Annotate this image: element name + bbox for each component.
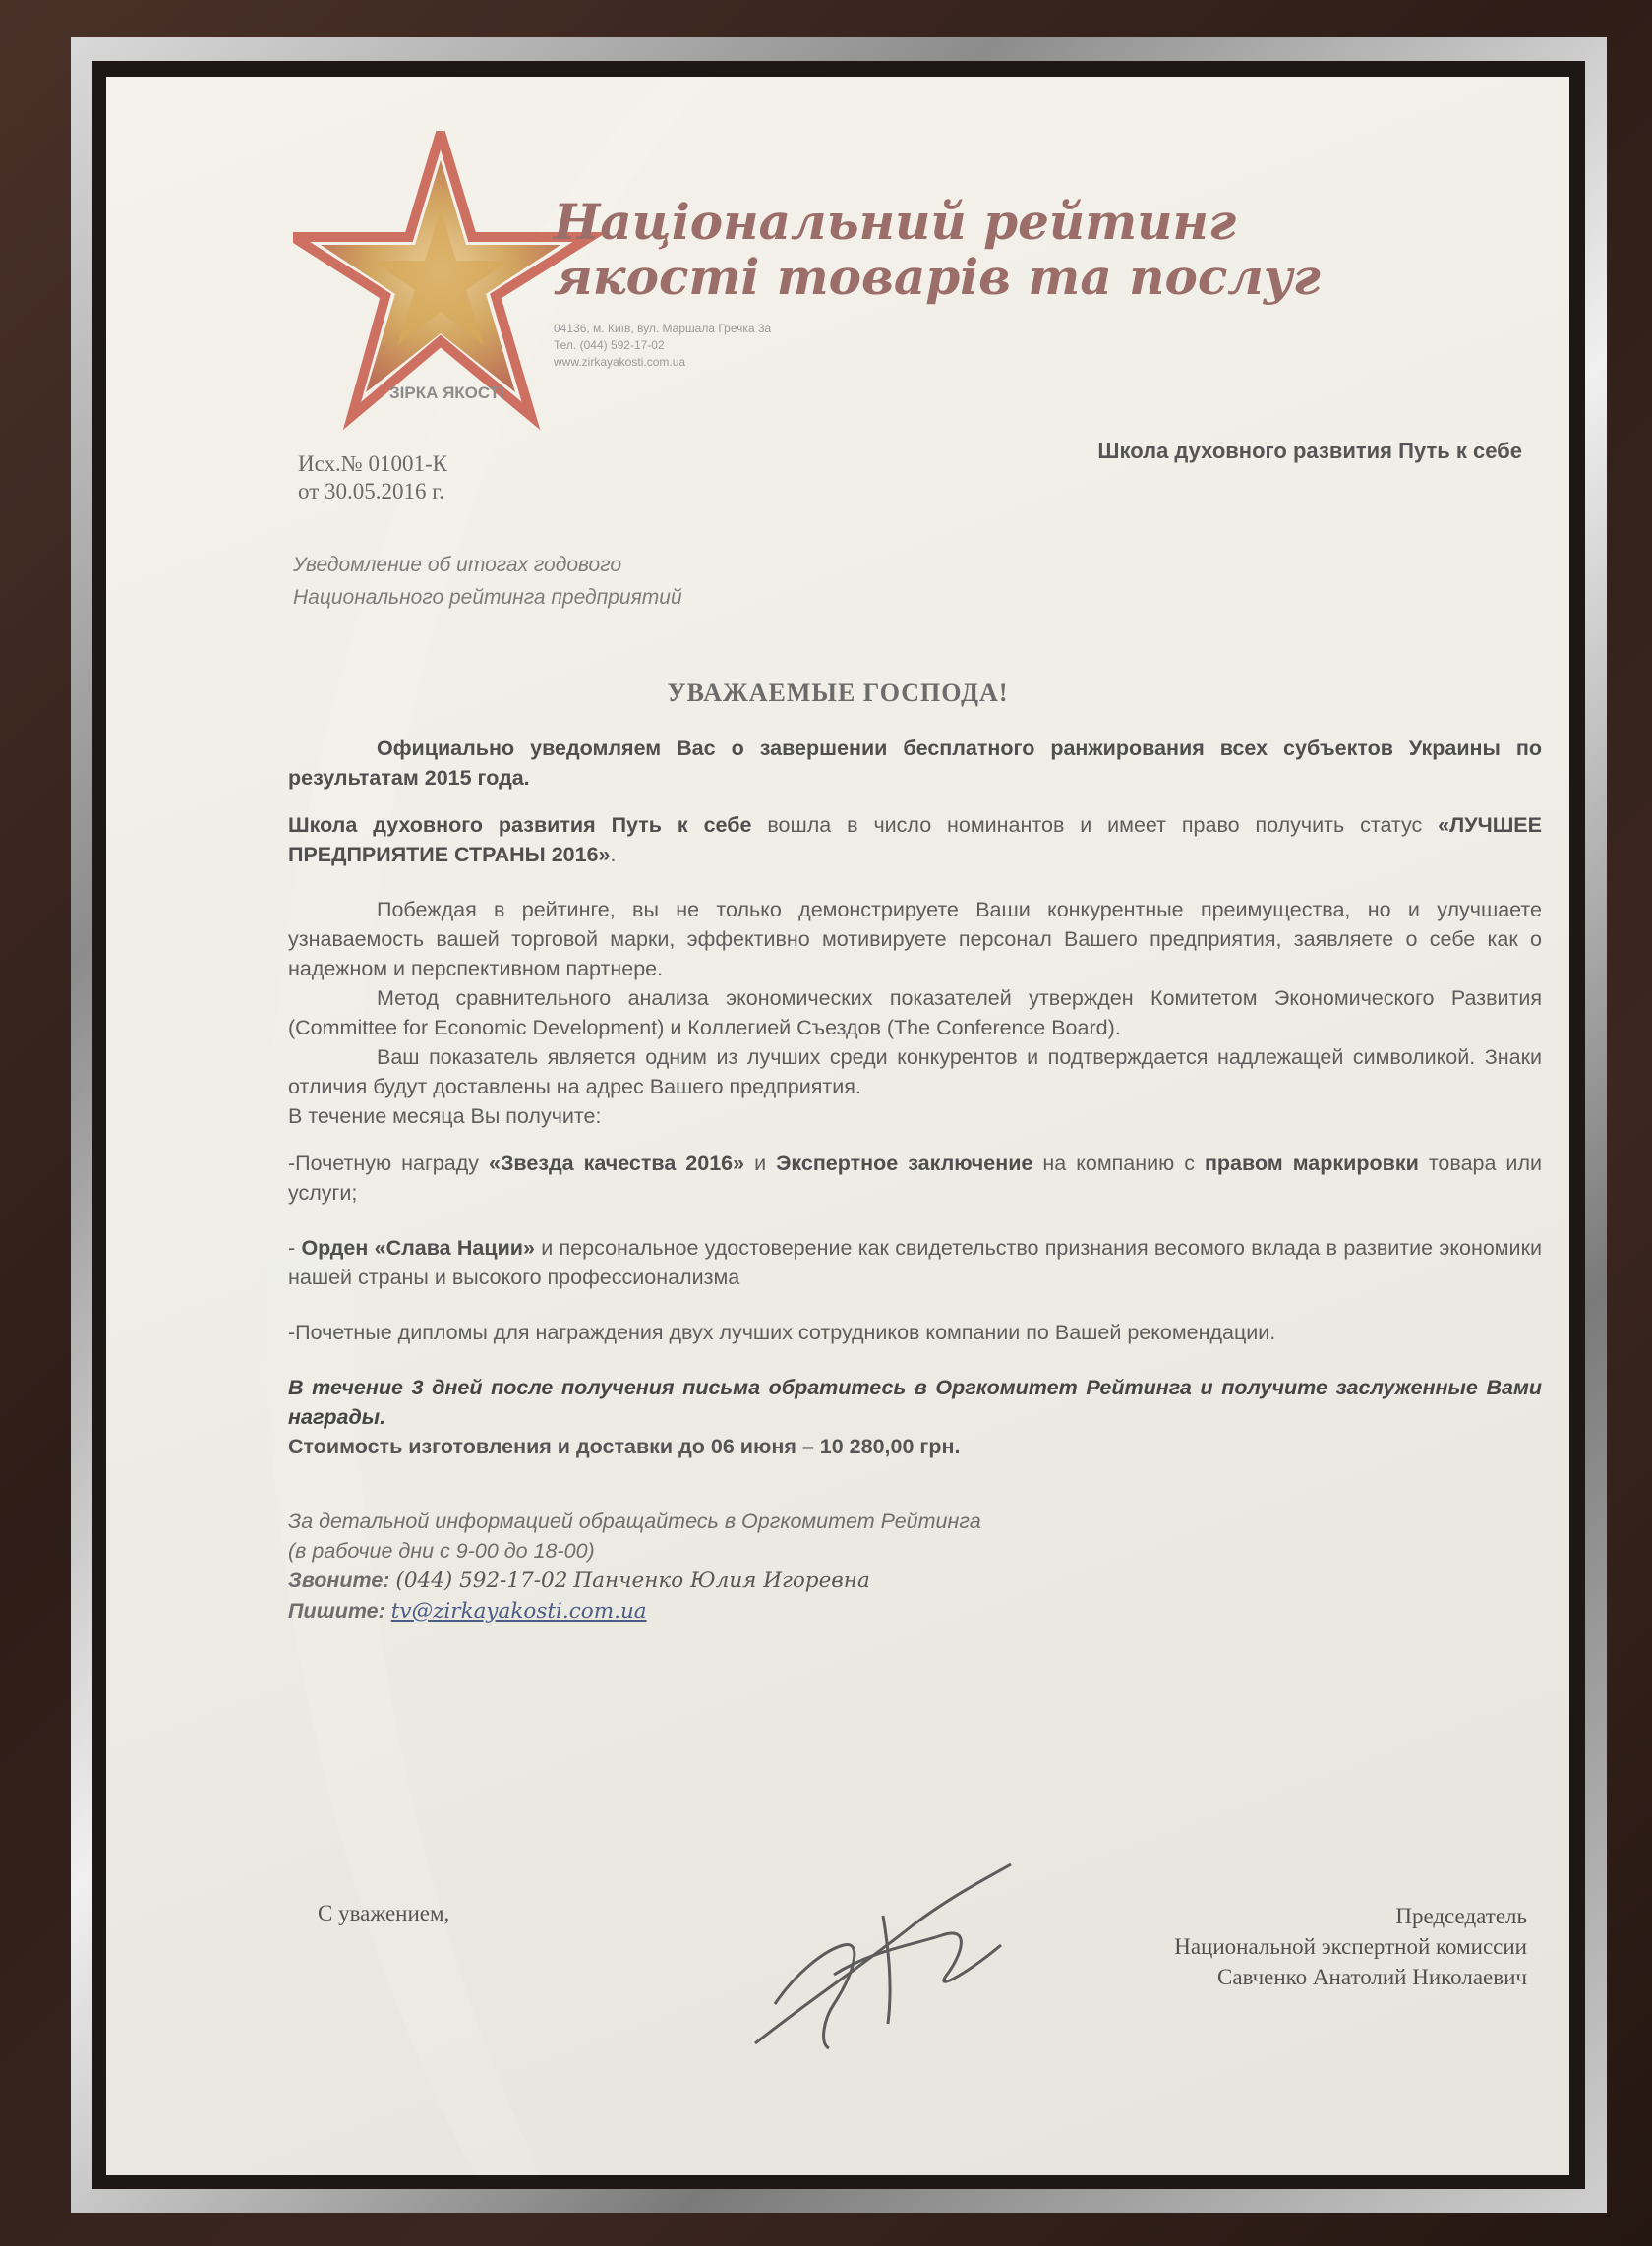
item1-expert: Экспертное заключение	[776, 1152, 1033, 1175]
award-item-1	[288, 1149, 1542, 1208]
subject-line1: Уведомление об итогах годового	[293, 554, 622, 576]
reference-number: Исх.№ 01001-К	[298, 451, 447, 476]
cost-line: Стоимость изготовления и доставки до 06 июня – 10 280,00 грн.	[288, 1435, 961, 1458]
signatory-title: Председатель	[1395, 1904, 1527, 1928]
item1-text: и	[744, 1152, 777, 1175]
call-to-action: В течение 3 дней после получения письма обратитесь в Оргкомитет Рейтинга и получите заслуженные Вами награды.	[288, 1376, 1542, 1429]
contact-person: Панченко Юлия Игоревна	[573, 1568, 870, 1593]
reference-block	[298, 450, 593, 505]
letter-body	[288, 734, 1542, 1626]
phone-line: Тел. (044) 592-17-02	[554, 338, 665, 352]
item1-marking: правом маркировки	[1204, 1152, 1419, 1175]
method-paragraph: Метод сравнительного анализа экономических показателей утвержден Комитетом Экономического Развития (Committee for Economic Development) и Коллегией Съездов (The Conference Board).	[288, 986, 1542, 1039]
website-line: www.zirkayakosti.com.ua	[554, 355, 686, 369]
closing-regards: С уважением,	[318, 1901, 450, 1925]
item1-prefix: -Почетную награду	[288, 1152, 489, 1175]
signatory-block	[932, 1901, 1527, 1992]
award-item-3: -Почетные дипломы для награждения двух лучших сотрудников компании по Вашей рекомендации.	[288, 1321, 1276, 1344]
nominee-end: .	[610, 843, 617, 866]
address-line: 04136, м. Київ, вул. Маршала Гречка 3а	[554, 322, 772, 335]
signatory-commission: Национальной экспертной комиссии	[1174, 1934, 1527, 1959]
email-link[interactable]: tv@zirkayakosti.com.ua	[390, 1599, 647, 1624]
nominee-paragraph	[288, 810, 1542, 869]
organization-name	[554, 195, 1340, 305]
intro-paragraph: Официально уведомляем Вас о завершении бесплатного ранжирования всех субъектов Украины по результатам 2015 года.	[288, 737, 1542, 790]
reference-date: от 30.05.2016 г.	[298, 479, 444, 503]
letter-document	[106, 77, 1569, 2175]
nominee-status: «ЛУЧШЕЕ ПРЕДПРИЯТИЕ СТРАНЫ 2016»	[288, 813, 1542, 866]
signatory-name: Савченко Анатолий Николаевич	[1217, 1965, 1527, 1989]
item1-award: «Звезда качества 2016»	[489, 1152, 745, 1175]
month-paragraph: В течение месяца Вы получите:	[288, 1104, 602, 1128]
call-label: Звоните:	[288, 1568, 390, 1592]
subject-line2: Национального рейтинга предприятий	[293, 586, 682, 609]
indicator-paragraph: Ваш показатель является одним из лучших среди конкурентов и подтверждается надлежащей символикой. Знаки отличия будут доставлены на адрес Вашего предприятия.	[288, 1045, 1542, 1098]
organization-address	[554, 321, 849, 371]
advantages-paragraph: Побеждая в рейтинге, вы не только демонстрируете Ваши конкурентные преимущества, но и улучшаете узнаваемость вашей торговой марки, эффективно мотивируете персонал Вашего предприятия, заявляете о себе как о надежном и перспективном партнере.	[288, 898, 1542, 980]
logo-text: ЗІРКА ЯКОСТІ	[389, 384, 504, 402]
recipient-name: Школа духовного развития Путь к себе	[1097, 439, 1522, 463]
contact-phone-line	[288, 1566, 1542, 1596]
write-label: Пишите:	[288, 1599, 385, 1623]
nominee-name: Школа духовного развития Путь к себе	[288, 813, 752, 837]
item2-text: и персональное удостоверение как свидетельство признания весомого вклада в развитие экономики нашей страны и высокого профессионализма	[288, 1236, 1542, 1289]
contact-email-line	[288, 1596, 1542, 1626]
award-item-2	[288, 1233, 1542, 1292]
contact-hours: (в рабочие дни с 9-00 до 18-00)	[288, 1539, 595, 1563]
contact-info: За детальной информацией обращайтесь в Оргкомитет Рейтинга	[288, 1509, 981, 1533]
org-name-line2: якості товарів та послуг	[554, 248, 1321, 306]
letter-subject	[293, 549, 981, 614]
nominee-text: вошла в число номинантов и имеет право получить статус	[751, 813, 1439, 837]
phone-number: (044) 592-17-02	[395, 1568, 568, 1593]
item2-order: Орден «Слава Нации»	[301, 1236, 535, 1260]
org-name-line1: Національний рейтинг	[554, 193, 1237, 251]
item2-prefix: -	[288, 1236, 302, 1260]
item1-text2: на компанию с	[1032, 1152, 1205, 1175]
salutation: УВАЖАЕМЫЕ ГОСПОДА!	[667, 679, 1009, 707]
item1-end: товара или услуги;	[288, 1152, 1542, 1205]
